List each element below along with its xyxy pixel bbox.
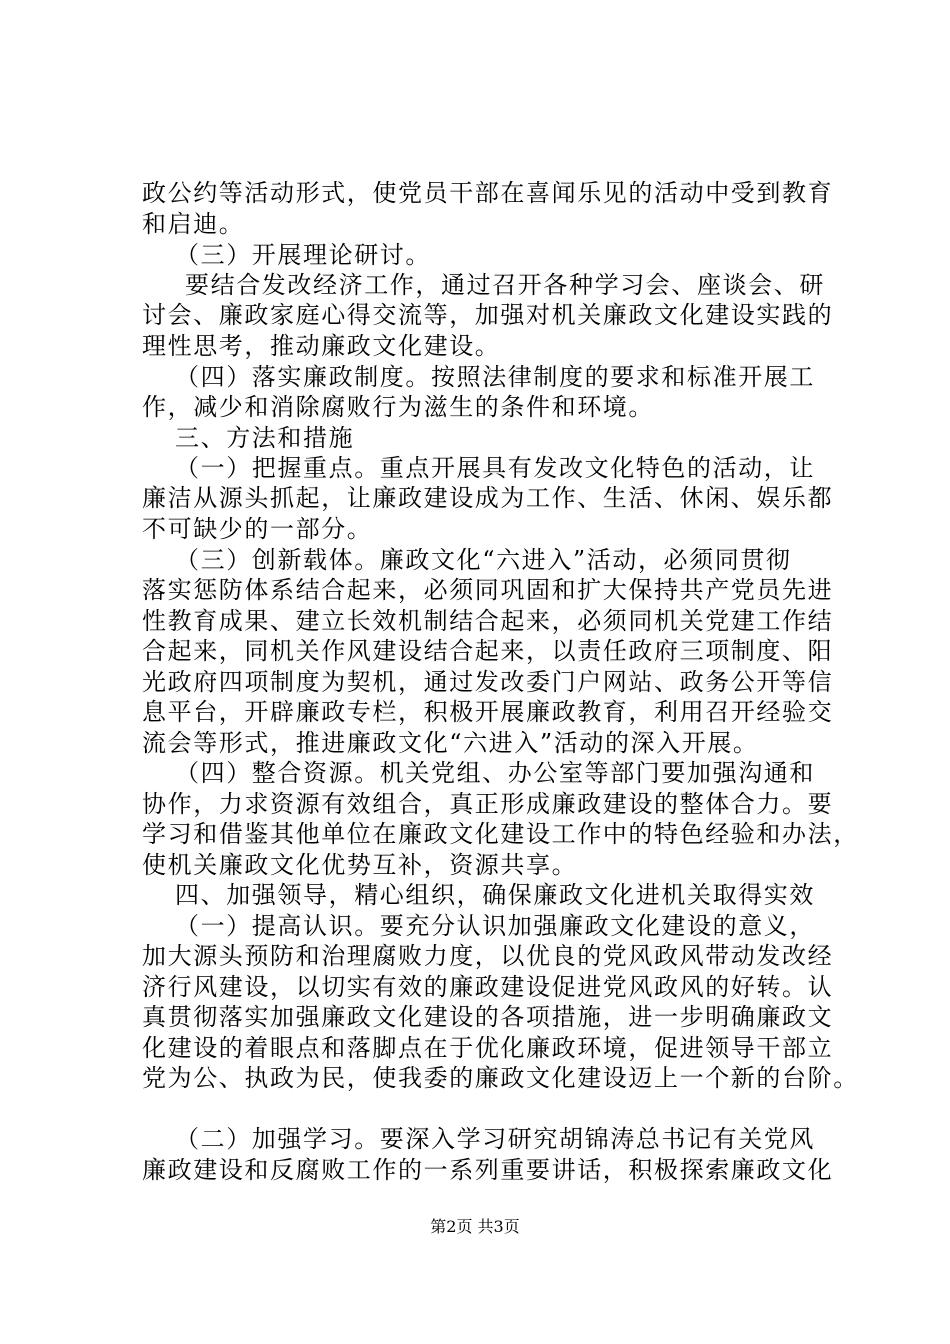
paragraph-line: （四）整合资源。机关党组、办公室等部门要加强沟通和 — [175, 759, 815, 787]
paragraph-line: 不可缺少的一部分。 — [142, 515, 373, 543]
paragraph-line: 流会等形式，推进廉政文化“六进入”活动的深入开展。 — [142, 729, 759, 757]
paragraph-line: 要结合发改经济工作，通过召开各种学习会、座谈会、研 — [185, 271, 825, 299]
page-number-footer: 第2页 共3页 — [430, 1217, 520, 1236]
paragraph-line: 和启迪。 — [142, 210, 245, 238]
paragraph-line: （一）把握重点。重点开展具有发改文化特色的活动，让 — [175, 454, 815, 482]
paragraph-line: 政公约等活动形式，使党员干部在喜闻乐见的活动中受到教育 — [142, 179, 834, 207]
paragraph-line: 息平台，开辟廉政专栏，积极开展廉政教育，利用召开经验交 — [142, 698, 834, 726]
paragraph-line: （二）加强学习。要深入学习研究胡锦涛总书记有关党风 — [175, 1125, 815, 1153]
paragraph-line: 使机关廉政文化优势互补，资源共享。 — [142, 851, 578, 879]
paragraph-line: 协作，力求资源有效组合，真正形成廉政建设的整体合力。要 — [142, 790, 834, 818]
paragraph-line: 落实惩防体系结合起来，必须同巩固和扩大保持共产党员先进 — [142, 576, 834, 604]
paragraph-line: 光政府四项制度为契机，通过发改委门户网站、政务公开等信 — [142, 668, 834, 696]
paragraph-line: 真贯彻落实加强廉政文化建设的各项措施，进一步明确廉政文 — [142, 1003, 834, 1031]
paragraph-line: 济行风建设，以切实有效的廉政建设促进党风政风的好转。认 — [142, 973, 834, 1001]
paragraph-line: 学习和借鉴其他单位在廉政文化建设工作中的特色经验和办法， — [142, 820, 859, 848]
paragraph-line: 理性思考，推动廉政文化建设。 — [142, 332, 501, 360]
paragraph-line: （四）落实廉政制度。按照法律制度的要求和标准开展工 — [175, 363, 815, 391]
paragraph-line: 廉洁从源头抓起，让廉政建设成为工作、生活、休闲、娱乐都 — [142, 484, 834, 512]
paragraph-line: 加大源头预防和治理腐败力度，以优良的党风政风带动发改经 — [142, 942, 834, 970]
section-heading: 四、加强领导，精心组织，确保廉政文化进机关取得实效 — [175, 881, 815, 909]
paragraph-line: 合起来，同机关作风建设结合起来，以责任政府三项制度、阳 — [142, 637, 834, 665]
paragraph-line: 化建设的着眼点和落脚点在于优化廉政环境，促进领导干部立 — [142, 1034, 834, 1062]
paragraph-line: 党为公、执政为民，使我委的廉政文化建设迈上一个新的台阶。 — [142, 1064, 859, 1092]
paragraph-line: （三）创新载体。廉政文化“六进入”活动，必须同贯彻 — [175, 546, 792, 574]
paragraph-line: 性教育成果、建立长效机制结合起来，必须同机关党建工作结 — [142, 607, 834, 635]
paragraph-line: （一）提高认识。要充分认识加强廉政文化建设的意义， — [175, 912, 815, 940]
section-heading: （三）开展理论研讨。 — [175, 241, 431, 269]
paragraph-line: 廉政建设和反腐败工作的一系列重要讲话，积极探索廉政文化 — [142, 1156, 834, 1184]
paragraph-line: 作，减少和消除腐败行为滋生的条件和环境。 — [142, 393, 654, 421]
section-heading: 三、方法和措施 — [175, 424, 355, 452]
paragraph-line: 讨会、廉政家庭心得交流等，加强对机关廉政文化建设实践的 — [142, 301, 834, 329]
